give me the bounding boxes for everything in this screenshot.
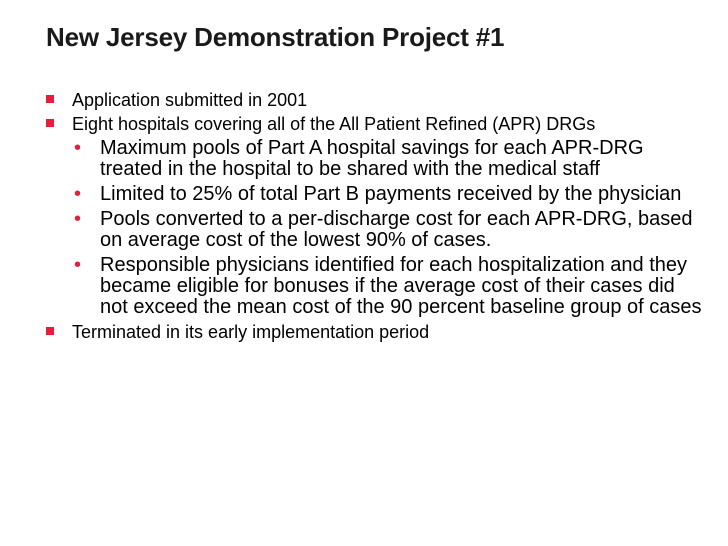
bullet-item [46,322,706,342]
square-bullet-icon [46,119,54,127]
round-bullet-icon: • [74,208,82,230]
bullet-text: Eight hospitals covering all of the All Patient Refined (APR) DRGs [72,114,596,134]
round-bullet-icon: • [74,137,82,159]
square-bullet-icon [46,95,54,103]
sub-bullet-item [46,138,706,180]
sub-bullet-item [46,209,706,251]
sub-bullet-text: Maximum pools of Part A hospital savings for each APR-DRG treated in the hospital to be shared with the medical staff [100,137,644,180]
bullet-item [46,114,706,134]
bullet-text: Application submitted in 2001 [72,90,308,110]
bullet-item [46,90,706,110]
round-bullet-icon: • [74,183,82,205]
sub-bullet-text: Responsible physicians identified for each hospitalization and they became eligible for bonuses if the average cost of their cases did not exceed the mean cost of the 90 percent baseline group of cases [100,254,702,318]
sub-bullet-text: Limited to 25% of total Part B payments received by the physician [100,183,682,205]
slide-body [46,90,706,346]
square-bullet-icon [46,327,54,335]
slide-title: New Jersey Demonstration Project #1 [46,22,505,52]
bullet-text: Terminated in its early implementation period [72,322,430,342]
sub-bullet-text: Pools converted to a per-discharge cost for each APR-DRG, based on average cost of the lowest 90% of cases. [100,208,693,251]
round-bullet-icon: • [74,254,82,276]
sub-bullet-item [46,255,706,318]
sub-bullet-item [46,184,706,205]
sub-bullet-list [46,138,706,318]
